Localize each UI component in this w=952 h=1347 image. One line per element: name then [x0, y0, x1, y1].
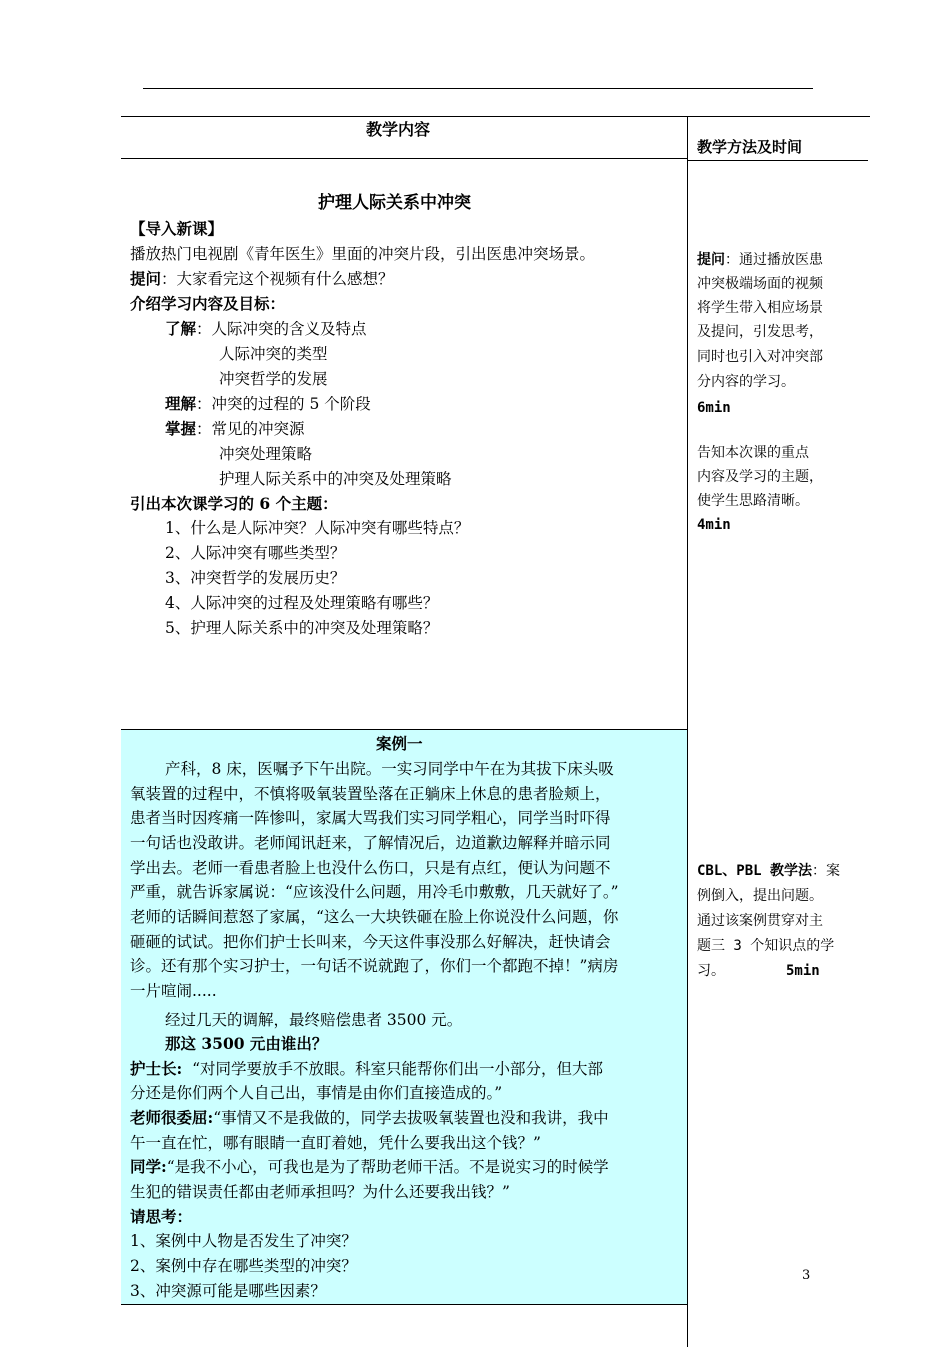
method-block-2-text: 内容及学习的主题， [697, 469, 823, 485]
comprehend-label: 理解 [165, 394, 197, 413]
page-number: 3 [802, 1268, 811, 1283]
think-item: 2、案例中存在哪些类型的冲突？ [130, 1257, 357, 1275]
case-line: 诊。还有那个实习护士，一句话不说就跑了，你们一个都跑不掉！”病房 [130, 957, 619, 975]
case-line: 一句话也没敢讲。老师闻讯赶来，了解情况后，边道歉边解释并暗示同 [130, 834, 611, 852]
understand-item: ：人际冲突的含义及特点 [196, 320, 367, 338]
method-block-3-time: 5min [786, 963, 820, 979]
method-block-1-label: 提问 [697, 252, 725, 268]
comprehend-line [165, 392, 371, 417]
case-who-pays: 那这 3500 元由谁出？ [165, 1034, 328, 1053]
method-block-2-text: 使学生思路清晰。 [697, 493, 809, 509]
topic-item: 1、什么是人际冲突？人际冲突有哪些特点？ [165, 519, 470, 537]
topic-item: 3、冲突哲学的发展历史？ [165, 569, 346, 587]
method-block-3-text: 通过该案例贯穿对主 [697, 913, 823, 929]
method-block-2-text: 告知本次课的重点 [697, 445, 809, 461]
topics-label: 引出本次课学习的 6 个主题： [130, 494, 338, 513]
method-header-bottom-border [688, 160, 868, 161]
method-block-1-text: 同时也引入对冲突部 [697, 349, 823, 365]
method-block-1-line [697, 249, 823, 273]
case-line: 砸砸的试试。把你们护士长叫来，今天这件事没那么好解决，赶快请会 [130, 933, 611, 951]
section-label-intro: 【导入新课】 [130, 219, 224, 238]
lesson-title: 护理人际关系中冲突 [318, 193, 471, 213]
think-item: 3、冲突源可能是哪些因素？ [130, 1282, 326, 1300]
topic-item: 5、护理人际关系中的冲突及处理策略？ [165, 619, 439, 637]
head-nurse-text: 分还是你们两个人自己出，事情是由你们直接造成的。” [130, 1084, 503, 1102]
method-block-3-label: CBL、PBL 教学法 [697, 863, 813, 879]
case-line: 学出去。老师一看患者脸上也没什么伤口，只是有点红，便认为问题不 [130, 859, 611, 877]
master-line [165, 417, 305, 442]
method-block-3-text: 习。 [697, 963, 725, 979]
method-block-3-text: 例倒入，提出问题。 [697, 888, 823, 904]
case-line: 严重，就告诉家属说：“应该没什么问题，用冷毛巾敷敷，几天就好了。” [130, 883, 619, 901]
method-block-3-line [697, 860, 840, 884]
student-text: 生犯的错误责任都由老师承担吗？为什么还要我出钱？” [130, 1183, 510, 1201]
objectives-label: 介绍学习内容及目标： [130, 294, 286, 313]
comprehend-text: ：冲突的过程的 5 个阶段 [196, 395, 371, 413]
master-item: 护理人际关系中的冲突及处理策略 [219, 470, 452, 488]
column-divider [687, 116, 688, 1347]
student-text: “是我不小心，可我也是为了帮助老师干活。不是说实习的时候学 [166, 1158, 609, 1176]
understand-label: 了解 [165, 319, 197, 338]
master-item: 冲突处理策略 [219, 445, 313, 463]
understand-line [165, 317, 367, 342]
question-text: ：大家看完这个视频有什么感想？ [161, 270, 394, 288]
student-line [130, 1155, 609, 1180]
method-block-3-text: ：案 [812, 863, 841, 879]
topic-item: 4、人际冲突的过程及处理策略有哪些？ [165, 594, 439, 612]
case-bottom-border [121, 1304, 688, 1305]
question-label: 提问 [130, 269, 162, 288]
method-block-1-text: 分内容的学习。 [697, 374, 795, 390]
master-item: ：常见的冲突源 [196, 420, 305, 438]
teacher-label: 老师很委屈: [130, 1108, 214, 1127]
case-title: 案例一 [376, 734, 423, 753]
student-label: 同学: [130, 1157, 167, 1176]
head-nurse-label: 护士长: [130, 1059, 183, 1078]
head-nurse-line [130, 1057, 603, 1082]
case-top-border [121, 729, 688, 730]
table-top-border [121, 116, 870, 117]
intro-line: 播放热门电视剧《青年医生》里面的冲突片段，引出医患冲突场景。 [130, 245, 596, 263]
content-column-title: 教学内容 [366, 120, 431, 139]
method-block-1-text: 冲突极端场面的视频 [697, 276, 823, 292]
teacher-line [130, 1106, 609, 1131]
master-label: 掌握 [165, 419, 197, 438]
case-line: 一片喧闹..... [130, 982, 217, 1000]
topic-item: 2、人际冲突有哪些类型？ [165, 544, 346, 562]
method-column-title: 教学方法及时间 [697, 138, 803, 156]
method-block-1-text: ：通过播放医患 [725, 252, 823, 268]
head-nurse-text: “对同学要放手不放眼。科室只能帮你们出一小部分，但大部 [192, 1060, 604, 1078]
content-header-bottom-border [121, 158, 688, 159]
case-line: 老师的话瞬间惹怒了家属，“这么一大块铁砸在脸上你说没什么问题，你 [130, 908, 619, 926]
case-line: 产科，8 床，医嘱予下午出院。一实习同学中午在为其拔下床头吸 [165, 760, 614, 778]
teacher-text: “事情又不是我做的，同学去拔吸氧装置也没和我讲，我中 [213, 1109, 609, 1127]
method-block-2-time: 4min [697, 517, 731, 533]
case-line: 氧装置的过程中，不慎将吸氧装置坠落在正躺床上休息的患者脸颊上， [130, 785, 611, 803]
method-block-3-text: 题三 3 个知识点的学 [697, 938, 835, 954]
question-line [130, 267, 394, 292]
case-line: 患者当时因疼痛一阵惨叫，家属大骂我们实习同学粗心，同学当时吓得 [130, 809, 611, 827]
think-item: 1、案例中人物是否发生了冲突？ [130, 1232, 357, 1250]
teacher-text: 午一直在忙，哪有眼睛一直盯着她，凭什么要我出这个钱？” [130, 1134, 541, 1152]
method-block-1-text: 及提问，引发思考， [697, 324, 823, 340]
understand-item: 人际冲突的类型 [219, 345, 328, 363]
method-block-1-time: 6min [697, 400, 731, 416]
method-block-1-text: 将学生带入相应场景 [697, 300, 823, 316]
think-label: 请思考： [130, 1207, 193, 1226]
understand-item: 冲突哲学的发展 [219, 370, 328, 388]
header-top-rule [143, 88, 813, 89]
case-settlement: 经过几天的调解，最终赔偿患者 3500 元。 [165, 1011, 463, 1029]
